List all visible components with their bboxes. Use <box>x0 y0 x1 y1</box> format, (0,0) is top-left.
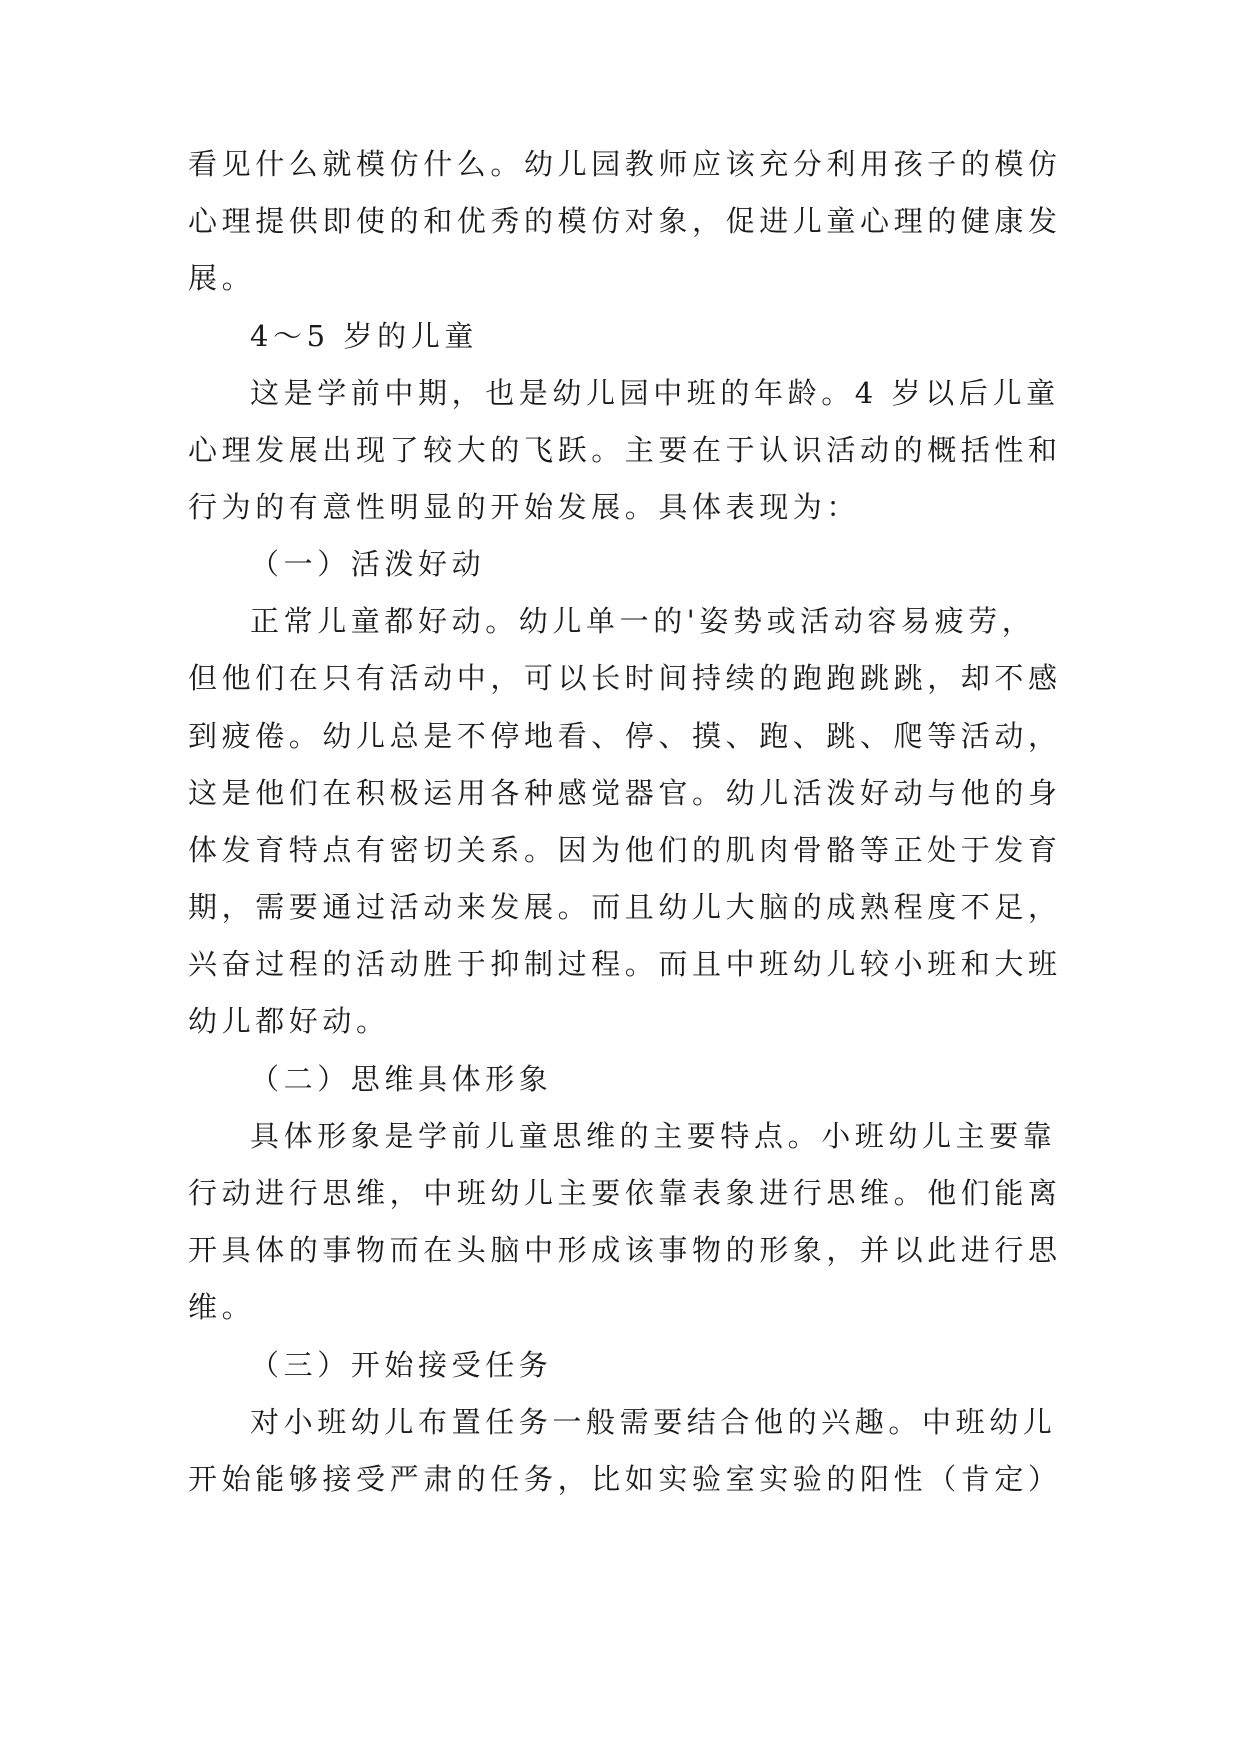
subsection-heading: （一）活泼好动 <box>250 547 486 581</box>
paragraph-line: 但他们在只有活动中，可以长时间持续的跑跑跳跳，却不感 <box>188 661 1062 695</box>
paragraph-line: 展。 <box>188 261 256 295</box>
paragraph-line: 这是学前中期，也是幼儿园中班的年龄。4 岁以后儿童 <box>250 376 1060 410</box>
paragraph-line: 开具体的事物而在头脑中形成该事物的形象，并以此进行思 <box>188 1233 1062 1267</box>
section-heading: 4～5 岁的儿童 <box>250 319 478 353</box>
paragraph-line: 维。 <box>188 1290 256 1324</box>
paragraph-line: 体发育特点有密切关系。因为他们的肌肉骨骼等正处于发育 <box>188 833 1062 867</box>
paragraph-line: 正常儿童都好动。幼儿单一的'姿势或活动容易疲劳， <box>250 604 1036 638</box>
paragraph-line: 具体形象是学前儿童思维的主要特点。小班幼儿主要靠 <box>250 1119 1057 1153</box>
paragraph-line: 行为的有意性明显的开始发展。具体表现为： <box>188 490 861 524</box>
paragraph-line: 心理发展出现了较大的飞跃。主要在于认识活动的概括性和 <box>188 433 1062 467</box>
subsection-heading: （三）开始接受任务 <box>250 1348 553 1382</box>
paragraph-line: 幼儿都好动。 <box>188 1004 390 1038</box>
paragraph-line: 到疲倦。幼儿总是不停地看、停、摸、跑、跳、爬等活动， <box>188 719 1062 753</box>
paragraph-line: 对小班幼儿布置任务一般需要结合他的兴趣。中班幼儿 <box>250 1405 1057 1439</box>
paragraph-line: 这是他们在积极运用各种感觉器官。幼儿活泼好动与他的身 <box>188 776 1062 810</box>
paragraph-line: 开始能够接受严肃的任务，比如实验室实验的阳性（肯定） <box>188 1462 1062 1496</box>
paragraph-line: 兴奋过程的活动胜于抑制过程。而且中班幼儿较小班和大班 <box>188 947 1062 981</box>
paragraph-line: 期，需要通过活动来发展。而且幼儿大脑的成熟程度不足， <box>188 890 1062 924</box>
paragraph-line: 看见什么就模仿什么。幼儿园教师应该充分利用孩子的模仿 <box>188 147 1062 181</box>
paragraph-line: 行动进行思维，中班幼儿主要依靠表象进行思维。他们能离 <box>188 1176 1062 1210</box>
subsection-heading: （二）思维具体形象 <box>250 1062 553 1096</box>
paragraph-line: 心理提供即使的和优秀的模仿对象，促进儿童心理的健康发 <box>188 204 1062 238</box>
